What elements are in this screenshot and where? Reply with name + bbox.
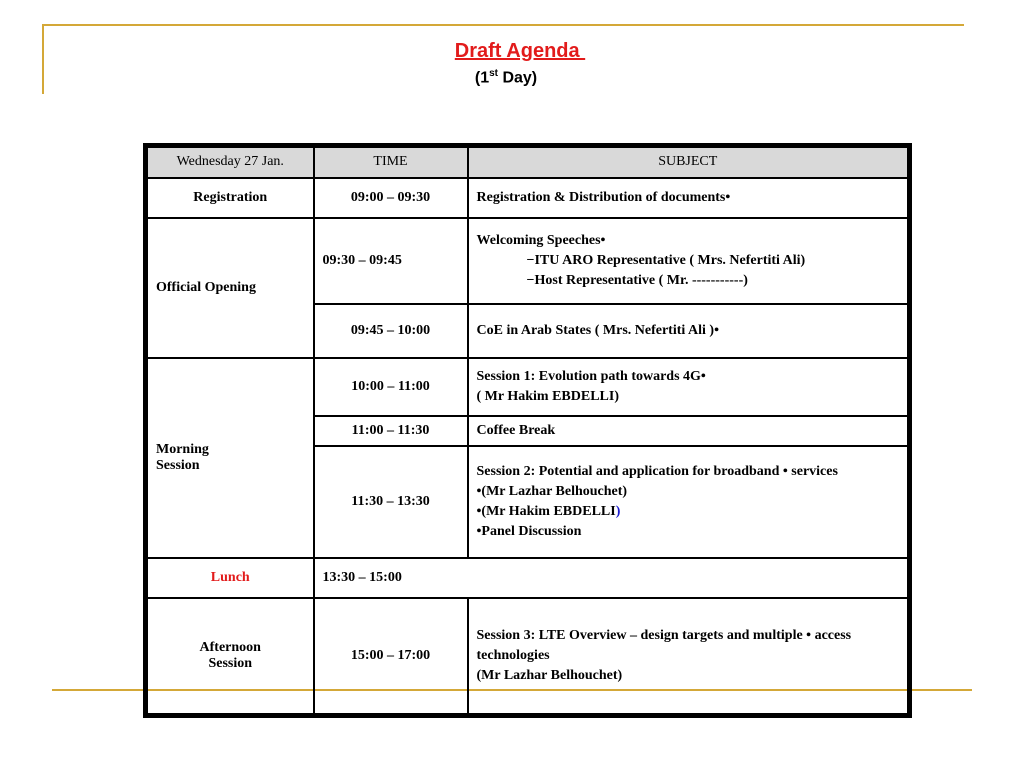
subtitle-superscript: st: [489, 68, 498, 79]
column-header-date: Wednesday 27 Jan.: [146, 146, 314, 178]
subject-cell: [468, 358, 910, 416]
speaker-name: •(Mr Hakim EBDELLI: [476, 503, 616, 519]
subject-line: •Panel Discussion: [476, 523, 582, 539]
session-line: Afternoon: [199, 639, 261, 655]
subject-cell: Registration & Distribution of documents•: [468, 178, 910, 218]
subject-line: ( Mr Hakim EBDELLI): [476, 388, 619, 404]
agenda-table: [143, 143, 912, 718]
subject-line: −ITU ARO Representative ( Mrs. Nefertiti Ali): [526, 252, 806, 268]
closing-paren: ): [615, 503, 621, 519]
subject-line: Session 1: Evolution path towards 4G•: [476, 368, 706, 384]
session-morning: [146, 358, 314, 558]
subtitle-prefix: (1: [474, 69, 490, 87]
session-registration: Registration: [146, 178, 314, 218]
subject-cell: CoE in Arab States ( Mrs. Nefertiti Ali )•: [468, 304, 910, 358]
column-header-time: TIME: [314, 146, 468, 178]
page-title: Draft Agenda: [454, 40, 586, 62]
subject-cell: [468, 598, 910, 716]
session-line: Session: [156, 457, 200, 473]
table-row: [146, 218, 910, 304]
subject-cell: [468, 446, 910, 558]
subtitle-suffix: Day): [498, 69, 538, 87]
subject-line: −Host Representative ( Mr. -----------): [526, 272, 748, 288]
column-header-subject: SUBJECT: [468, 146, 910, 178]
subject-line: [477, 502, 900, 522]
session-lunch: Lunch: [146, 558, 314, 598]
subject-line: Session 2: Potential and application for broadband • services: [476, 463, 838, 479]
session-line: Session: [208, 655, 253, 671]
time-cell: 09:45 – 10:00: [314, 304, 468, 358]
session-afternoon: [146, 598, 314, 716]
time-cell: 09:30 – 09:45: [314, 218, 468, 304]
top-border-line: [42, 24, 964, 26]
time-cell: 11:30 – 13:30: [314, 446, 468, 558]
time-cell: 15:00 – 17:00: [314, 598, 468, 716]
subject-line: Welcoming Speeches•: [476, 232, 606, 248]
subject-cell: [468, 218, 910, 304]
subject-line: (Mr Lazhar Belhouchet): [476, 667, 623, 683]
table-row: [146, 358, 910, 416]
time-cell: 11:00 – 11:30: [314, 416, 468, 446]
table-row: [146, 178, 910, 218]
session-official-opening: Official Opening: [146, 218, 314, 358]
subject-line: •(Mr Lazhar Belhouchet): [476, 483, 628, 499]
table-row: [146, 598, 910, 716]
subject-line: Session 3: LTE Overview – design targets and multiple • access technologies: [476, 627, 852, 663]
header-row: [146, 146, 910, 178]
coffee-break-cell: Coffee Break: [468, 416, 910, 446]
time-cell: 10:00 – 11:00: [314, 358, 468, 416]
lunch-time-cell: 13:30 – 15:00: [314, 558, 910, 598]
table-row: [146, 558, 910, 598]
page-subtitle: [0, 68, 1012, 87]
time-cell: 09:00 – 09:30: [314, 178, 468, 218]
session-line: Morning: [156, 441, 209, 457]
